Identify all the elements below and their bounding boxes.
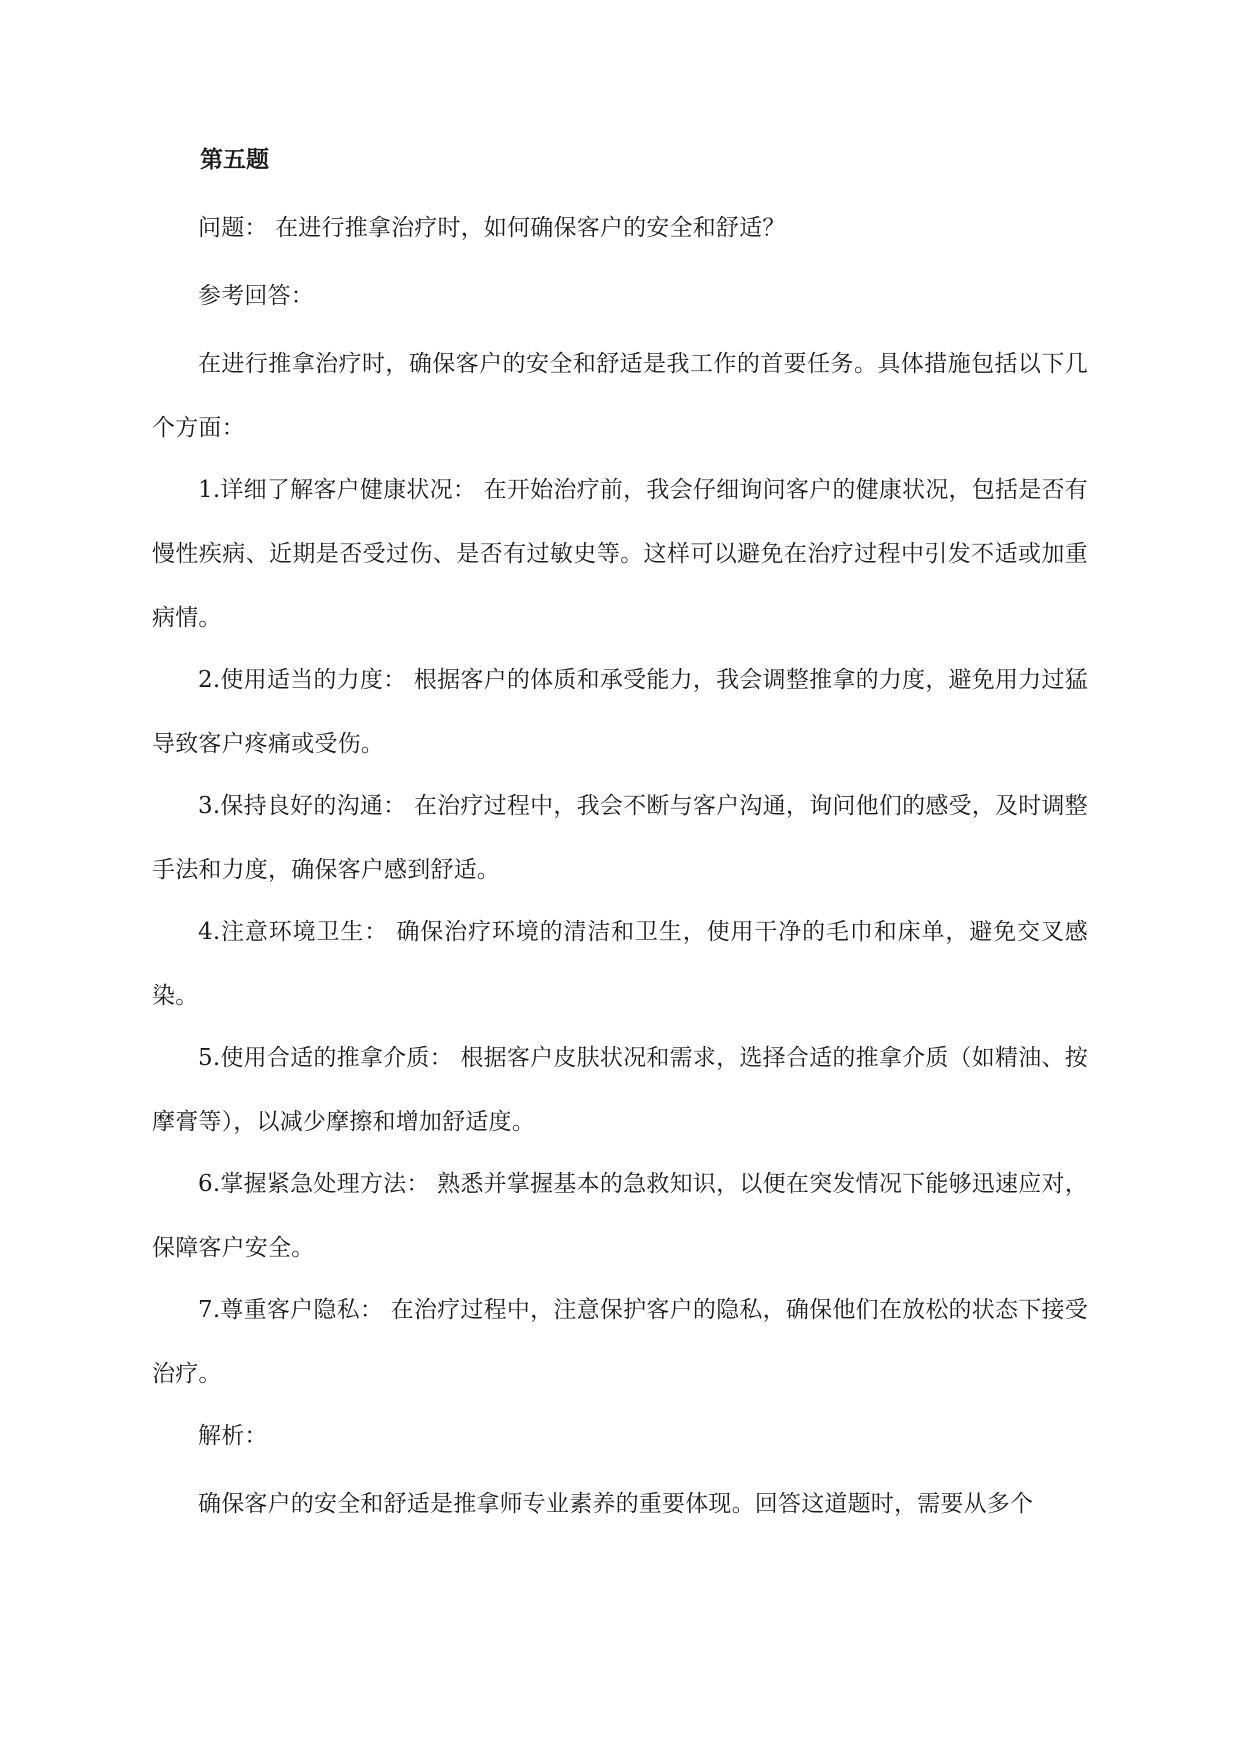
answer-point-7: 7.尊重客户隐私： 在治疗过程中，注意保护客户的隐私，确保他们在放松的状态下接受治疗。	[152, 1297, 1088, 1387]
analysis-paragraph: 确保客户的安全和舒适是推拿师专业素养的重要体现。回答这道题时，需要从多个	[198, 1491, 1034, 1517]
answer-label: 参考回答：	[198, 283, 314, 309]
answer-point-4: 4.注意环境卫生： 确保治疗环境的清洁和卫生，使用干净的毛巾和床单，避免交叉感染。	[152, 919, 1088, 1009]
answer-point-3: 3.保持良好的沟通： 在治疗过程中，我会不断与客户沟通，询问他们的感受，及时调整手法和力度，确保客户感到舒适。	[152, 793, 1088, 883]
answer-point-5: 5.使用合适的推拿介质： 根据客户皮肤状况和需求，选择合适的推拿介质（如精油、按摩膏等），以减少摩擦和增加舒适度。	[152, 1045, 1088, 1135]
document-page	[152, 140, 1088, 1546]
section-heading: 第五题	[200, 147, 269, 173]
answer-point-1: 1.详细了解客户健康状况： 在开始治疗前，我会仔细询问客户的健康状况，包括是否有慢性疾病、近期是否受过伤、是否有过敏史等。这样可以避免在治疗过程中引发不适或加重病情。	[152, 477, 1088, 631]
question-text: 问题： 在进行推拿治疗时，如何确保客户的安全和舒适？	[198, 215, 786, 241]
answer-point-2: 2.使用适当的力度： 根据客户的体质和承受能力，我会调整推拿的力度，避免用力过猛导致客户疼痛或受伤。	[152, 667, 1088, 757]
answer-point-6: 6.掌握紧急处理方法： 熟悉并掌握基本的急救知识，以便在突发情况下能够迅速应对，保障客户安全。	[152, 1171, 1088, 1261]
analysis-label: 解析：	[198, 1423, 268, 1449]
intro-paragraph: 在进行推拿治疗时，确保客户的安全和舒适是我工作的首要任务。具体措施包括以下几个方面：	[152, 351, 1088, 441]
